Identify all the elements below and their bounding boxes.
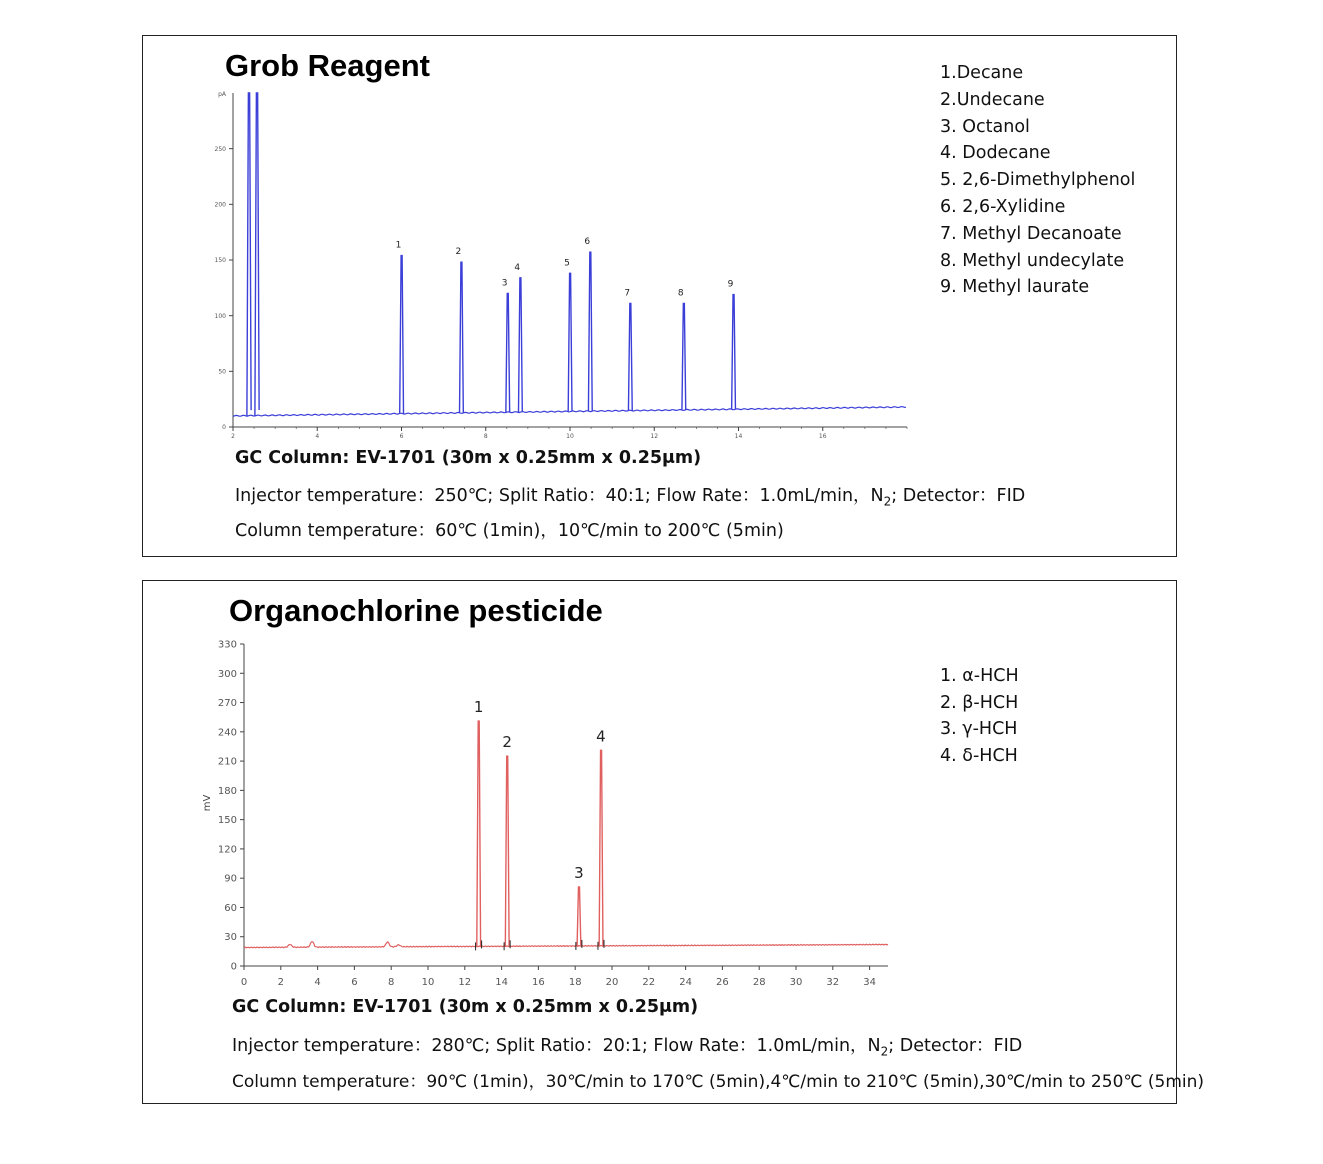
legend-item: 3. Octanol <box>940 116 1030 137</box>
peak-label: 3 <box>501 278 508 289</box>
x-tick-label: 4 <box>315 433 320 440</box>
injector-conditions-line <box>232 1032 1022 1059</box>
x-tick-label: 32 <box>826 977 840 988</box>
peak <box>577 887 581 946</box>
x-tick-label: 2 <box>277 977 284 988</box>
legend-item: 7. Methyl Decanoate <box>940 223 1122 244</box>
x-tick-label: 4 <box>314 977 321 988</box>
y-tick-label: 50 <box>218 368 226 376</box>
legend-item: 5. 2,6-Dimethylphenol <box>940 170 1136 191</box>
y-tick-label: 250 <box>214 145 226 153</box>
solvent-peak <box>255 93 259 416</box>
y-tick-label: 180 <box>217 785 237 797</box>
gc-column-line: GC Column: EV-1701 (30m x 0.25mm x 0.25μm) <box>232 997 699 1017</box>
subscript: 2 <box>883 494 892 509</box>
detector-text: ; Detector：FID <box>891 486 1026 506</box>
peak <box>588 252 592 411</box>
y-tick-label: 200 <box>214 201 226 209</box>
peak-label: 6 <box>584 237 591 248</box>
peak <box>505 756 509 946</box>
peak <box>732 295 736 410</box>
x-tick-label: 16 <box>818 433 827 440</box>
peak-label: 2 <box>455 247 462 258</box>
x-tick-label: 6 <box>351 977 358 988</box>
baseline-trace <box>233 407 906 417</box>
x-tick-label: 6 <box>399 433 404 440</box>
legend-item: 4. Dodecane <box>940 143 1051 164</box>
peak <box>518 278 522 412</box>
x-tick-label: 28 <box>752 977 766 988</box>
legend-item: 4. δ-HCH <box>940 745 1018 766</box>
peak-label: 4 <box>596 727 606 746</box>
x-tick-label: 12 <box>458 977 472 988</box>
legend-item: 9. Methyl laurate <box>940 277 1090 298</box>
peak-label: 1 <box>473 698 484 717</box>
peak-label: 7 <box>624 288 631 299</box>
x-tick-label: 0 <box>240 977 248 988</box>
y-tick-label: 100 <box>214 312 226 320</box>
peak-label: 5 <box>564 258 570 269</box>
peak <box>460 262 464 413</box>
x-tick-label: 20 <box>605 977 619 988</box>
solvent-peak <box>247 93 251 416</box>
x-tick-label: 14 <box>734 433 743 440</box>
detector-text: ; Detector：FID <box>888 1036 1023 1056</box>
legend-item: 2. β-HCH <box>940 692 1019 713</box>
organochlorine-panel <box>142 580 1205 1104</box>
y-tick-label: 30 <box>224 932 237 944</box>
organochlorine-chromatogram <box>143 581 1176 1001</box>
x-tick-label: 22 <box>642 977 656 988</box>
x-tick-label: 2 <box>231 433 235 440</box>
x-tick-label: 8 <box>483 433 488 440</box>
x-tick-label: 8 <box>388 977 395 988</box>
subscript: 2 <box>880 1044 889 1059</box>
peak-label: 8 <box>677 288 684 299</box>
injector-conditions-line <box>235 482 1025 509</box>
compound-legend <box>940 60 1135 301</box>
x-tick-label: 10 <box>421 977 435 988</box>
column-temperature-line: Column temperature：90℃ (1min)，30℃/min to 170℃ (5min),4℃/min to 210℃ (5min),30℃/min to 250℃ (5min) <box>232 1072 1205 1092</box>
peak <box>400 256 404 414</box>
grob-reagent-panel <box>142 35 1177 557</box>
legend-item: 1.Decane <box>940 63 1024 83</box>
peak-label: 9 <box>727 279 734 290</box>
peak-label: 3 <box>574 863 584 882</box>
x-tick-label: 12 <box>650 433 659 440</box>
y-tick-label: 0 <box>222 424 226 432</box>
y-tick-label: 240 <box>217 727 237 739</box>
peak <box>506 293 510 412</box>
peak <box>682 303 686 409</box>
column-temperature-line: Column temperature：60℃ (1min)，10℃/min to 200℃ (5min) <box>235 521 784 541</box>
legend-item: 1. α-HCH <box>940 666 1019 686</box>
x-tick-label: 18 <box>568 977 582 988</box>
legend-item: 2.Undecane <box>940 89 1045 110</box>
peak <box>568 273 572 411</box>
y-tick-label: 150 <box>214 257 226 265</box>
x-tick-label: 34 <box>863 977 876 988</box>
x-tick-label: 24 <box>679 977 692 988</box>
x-tick-label: 16 <box>532 977 545 988</box>
peak-label: 2 <box>502 733 512 752</box>
x-tick-label: 14 <box>495 977 508 988</box>
y-tick-label: 210 <box>217 756 237 768</box>
y-tick-label: 300 <box>217 668 237 680</box>
y-tick-label: 60 <box>224 902 237 914</box>
peak <box>599 750 603 945</box>
peak-label: 4 <box>514 262 521 273</box>
legend-item: 3. γ-HCH <box>940 719 1018 740</box>
peak <box>477 721 481 946</box>
chart-title: Grob Reagent <box>225 48 430 83</box>
legend-item: 8. Methyl undecylate <box>940 250 1125 271</box>
y-tick-label: 120 <box>217 844 237 856</box>
y-tick-label: 270 <box>217 698 237 710</box>
y-tick-label: 330 <box>217 639 237 651</box>
x-tick-label: 10 <box>566 433 574 440</box>
injector-text: Injector temperature：280℃; Split Ratio：20:1; Flow Rate：1.0mL/min，N <box>232 1036 881 1056</box>
x-tick-label: 26 <box>716 977 729 988</box>
injector-text: Injector temperature：250℃; Split Ratio：40:1; Flow Rate：1.0mL/min，N <box>235 486 884 506</box>
peak-label: 1 <box>395 240 402 251</box>
y-tick-label: 0 <box>230 961 237 973</box>
peak <box>628 303 632 410</box>
compound-legend <box>940 663 1019 769</box>
x-tick-label: 30 <box>789 977 803 988</box>
y-tick-label: 150 <box>217 815 237 827</box>
gc-column-line: GC Column: EV-1701 (30m x 0.25mm x 0.25μm) <box>235 448 702 468</box>
chart-title: Organochlorine pesticide <box>229 593 603 628</box>
legend-item: 6. 2,6-Xylidine <box>940 196 1066 217</box>
baseline-trace <box>244 942 888 948</box>
y-unit-label: pA <box>218 91 226 98</box>
y-axis-label: mV <box>202 794 213 812</box>
y-tick-label: 90 <box>224 873 237 885</box>
